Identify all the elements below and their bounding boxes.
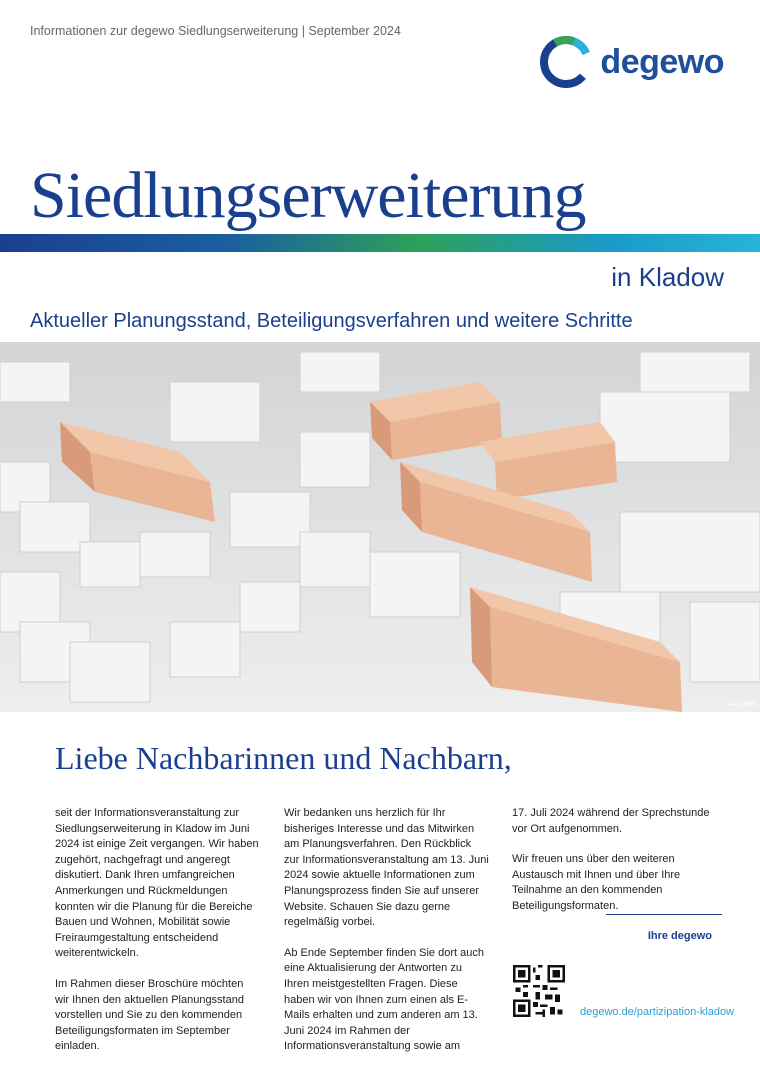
degewo-logo <box>540 36 724 88</box>
qr-code-icon[interactable] <box>513 965 565 1017</box>
tagline: Aktueller Planungsstand, Beteiligungsverfahren und weitere Schritte <box>30 310 633 332</box>
letter-column-1 <box>55 806 260 1070</box>
paragraph: Im Rahmen dieser Broschüre möchten wir Ihnen den aktuellen Planungsstand vorstellen und Sie zu den kommenden Beteiligungsformaten im September einladen. <box>55 977 244 1053</box>
page-subtitle: in Kladow <box>611 262 724 292</box>
participation-link[interactable]: degewo.de/partizipation-kladow <box>580 1006 735 1018</box>
paragraph: Ab Ende September finden Sie dort auch eine Aktualisierung der Antworten zu Ihren meistgestellten Fragen. Diese haben wir von Ihnen zum einen als E-Mails erhalten und zum anderen am 13. Juni 2024 im Rahmen der Informationsveranstaltung sowie am <box>284 946 484 1053</box>
signature: Ihre degewo <box>647 930 712 942</box>
paragraph: Wir freuen uns über den weiteren Austausch mit Ihnen und über Ihre Teilnahme an den kommenden Beteiligungsformaten. <box>512 853 681 912</box>
paragraph: Wir bedanken uns herzlich für Ihr bisheriges Interesse und das Mitwirken am Planungsverfahren. Den Rückblick zur Informationsveranstaltung am 13. Juni 2024 sowie aktuelle Informationen zum Planungsprozess finden Sie auf unserer Website. Schauen Sie dazu gerne regelmäßig vorbei. <box>284 807 489 929</box>
page-title: Siedlungserweiterung <box>30 159 586 232</box>
gradient-bar <box>0 234 760 252</box>
degewo-swirl-icon <box>540 36 592 88</box>
letter-greeting: Liebe Nachbarinnen und Nachbarn, <box>55 740 512 776</box>
publication-info: Informationen zur degewo Siedlungserweiterung | September 2024 <box>30 24 401 38</box>
letter-column-3 <box>512 806 724 930</box>
architecture-model-photo <box>0 342 760 712</box>
letter-column-2 <box>284 806 489 1070</box>
signature-divider <box>606 914 722 915</box>
paragraph: seit der Informationsveranstaltung zur Siedlungserweiterung in Kladow im Juni 2024 ist einige Zeit vergangen. Wir haben zugehört, nachgefragt und angeregt diskutiert. Dank Ihren umfangreichen Anmerkungen und Rückmeldungen konnten wir die Planung für die Bereiche Bauen und Wohnen, Mobilität sowie Freiraumgestaltung entscheidend weiterentwickeln. <box>55 807 259 960</box>
logo-wordmark: degewo <box>600 42 724 81</box>
paragraph: 17. Juli 2024 während der Sprechstunde vor Ort aufgenommen. <box>512 807 710 835</box>
model-illustration <box>0 342 760 712</box>
photo-credit: ©ALOMS <box>726 701 756 708</box>
